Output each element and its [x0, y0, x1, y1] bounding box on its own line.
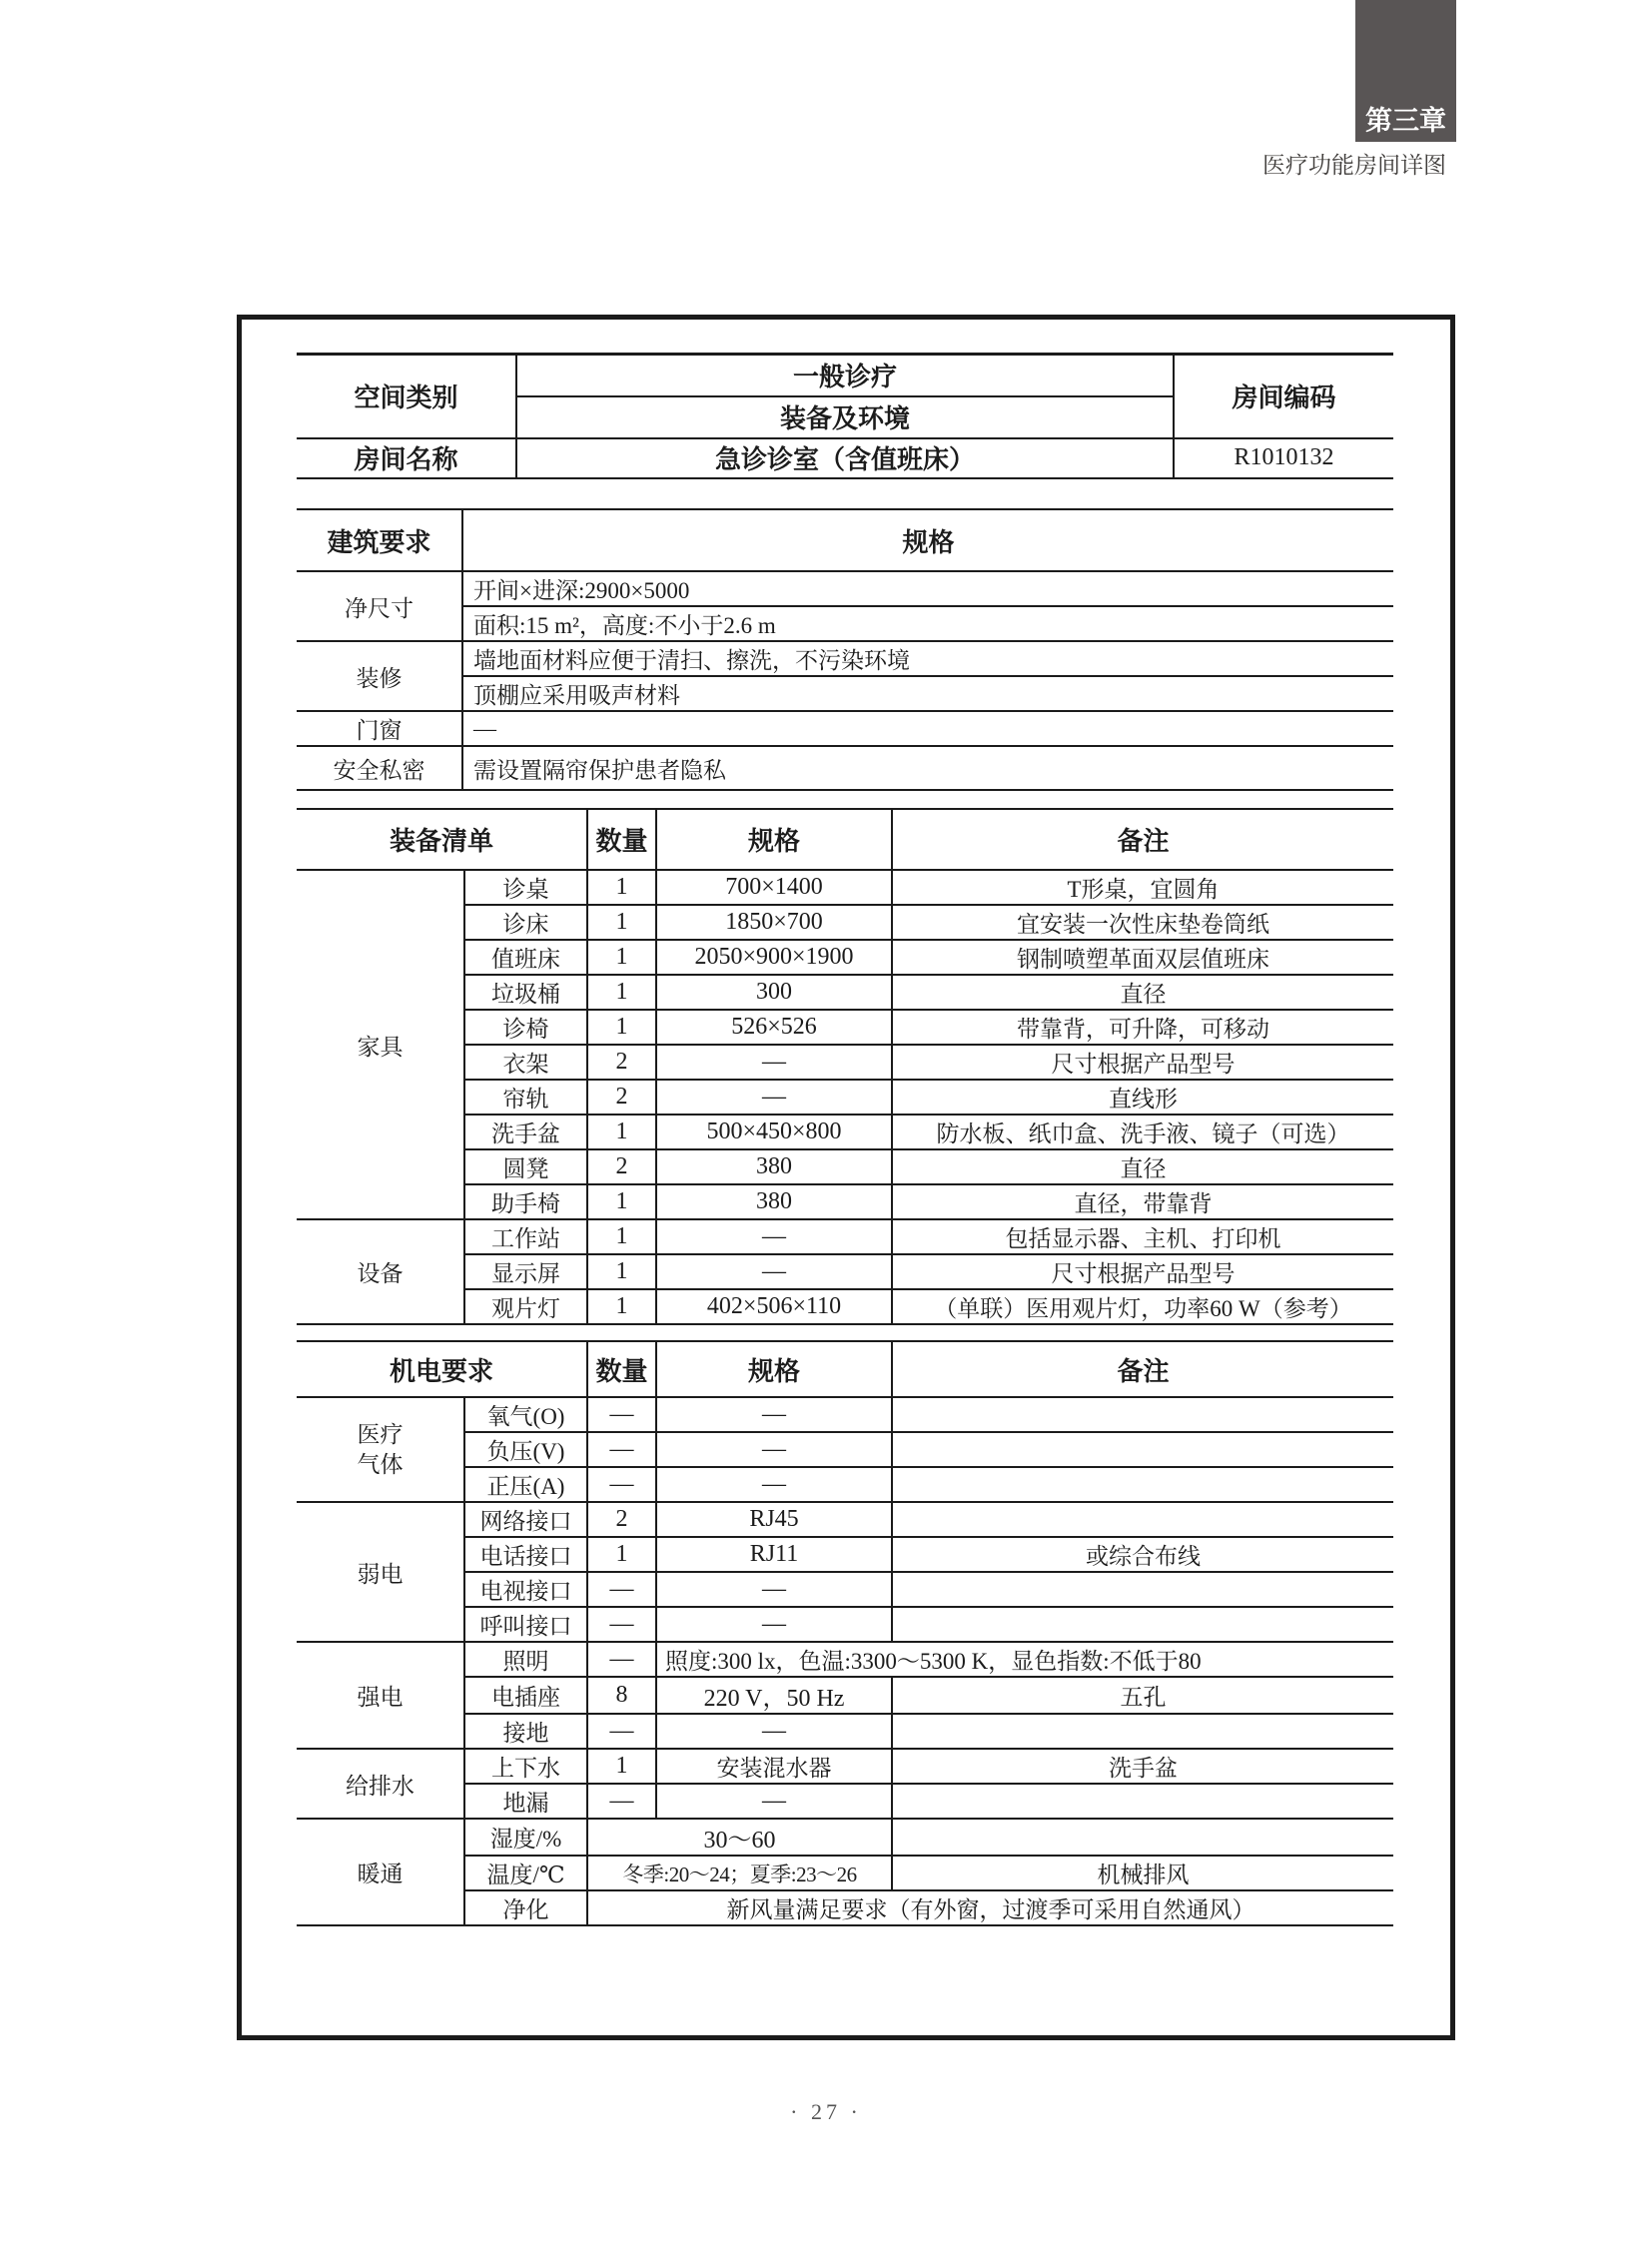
cell-item: 负压(V) [464, 1432, 587, 1467]
cell-qty: 8 [587, 1677, 656, 1714]
cell-spec: — [656, 1714, 892, 1749]
table-row [297, 571, 1393, 606]
cell-qty: — [587, 1784, 656, 1819]
cell-note [892, 1432, 1393, 1467]
cell-note [892, 1819, 1393, 1856]
cell-item: 上下水 [464, 1749, 587, 1784]
category-line1: 一般诊疗 [516, 355, 1174, 396]
qty-header: 数量 [587, 1341, 656, 1397]
room-name-value: 急诊诊室（含值班床） [516, 438, 1174, 478]
cell-note [892, 1572, 1393, 1607]
group-medical-gas [297, 1397, 464, 1502]
qty-header: 数量 [587, 809, 656, 870]
cell-item: 圆凳 [464, 1149, 587, 1184]
cell-item: 正压(A) [464, 1467, 587, 1502]
cell-note: 尺寸根据产品型号 [892, 1254, 1393, 1289]
cell-spec: — [656, 1432, 892, 1467]
group-furniture: 家具 [297, 870, 464, 1219]
cell-spec: 2050×900×1900 [656, 940, 892, 975]
cell-item: 衣架 [464, 1045, 587, 1080]
table-row [297, 641, 1393, 676]
cell-item: 氧气(O) [464, 1397, 587, 1432]
cell-item: 接地 [464, 1714, 587, 1749]
cell-spec: — [656, 1254, 892, 1289]
cell-qty: — [587, 1607, 656, 1642]
cell-qty: — [587, 1467, 656, 1502]
cell-item: 电视接口 [464, 1572, 587, 1607]
cell-item: 净化 [464, 1890, 587, 1925]
cell-qty: 1 [587, 1219, 656, 1254]
cell-spec: 380 [656, 1149, 892, 1184]
cell-qty: 1 [587, 1289, 656, 1324]
note-header: 备注 [892, 809, 1393, 870]
table-row [297, 1219, 1393, 1254]
table-row [297, 809, 1393, 870]
cell-qty: 1 [587, 1537, 656, 1572]
cell-note [892, 1714, 1393, 1749]
cell-note [892, 1467, 1393, 1502]
table-row [297, 1642, 1393, 1677]
cell-qty: — [587, 1397, 656, 1432]
mep-requirements-table [297, 1340, 1393, 1926]
cell-item: 电插座 [464, 1677, 587, 1714]
label-doors-windows: 门窗 [297, 711, 462, 746]
table-row [297, 355, 1393, 396]
room-code-value: R1010132 [1174, 438, 1393, 478]
cell-spec: — [656, 1080, 892, 1115]
cell-qty: 1 [587, 940, 656, 975]
group-medical-gas-label: 医疗气体 [357, 1421, 404, 1477]
group-strong-current: 强电 [297, 1642, 464, 1749]
chapter-subtitle: 医疗功能房间详图 [1262, 152, 1446, 178]
cell-spec: 300 [656, 975, 892, 1010]
cell-note: 直径 [892, 975, 1393, 1010]
label-privacy: 安全私密 [297, 746, 462, 790]
table-row [297, 509, 1393, 571]
cell-item: 助手椅 [464, 1184, 587, 1219]
group-plumbing: 给排水 [297, 1749, 464, 1819]
cell-size-line1: 开间×进深:2900×5000 [462, 571, 1393, 606]
cell-spec-note-merged: 照度:300 lx，色温:3300～5300 K，显色指数:不低于80 [656, 1642, 1393, 1677]
group-device: 设备 [297, 1219, 464, 1324]
cell-item: 湿度/% [464, 1819, 587, 1856]
cell-note: 带靠背，可升降，可移动 [892, 1010, 1393, 1045]
cell-item: 观片灯 [464, 1289, 587, 1324]
table-row [297, 1749, 1393, 1784]
cell-decor-line1: 墙地面材料应便于清扫、擦洗，不污染环境 [462, 641, 1393, 676]
space-category-label: 空间类别 [297, 355, 516, 438]
cell-qty-spec-merged: 30～60 [587, 1819, 892, 1856]
building-spec-header: 规格 [462, 509, 1393, 571]
cell-note: 包括显示器、主机、打印机 [892, 1219, 1393, 1254]
cell-spec: 500×450×800 [656, 1115, 892, 1149]
equipment-list-table [297, 808, 1393, 1325]
cell-qty: 1 [587, 1115, 656, 1149]
cell-item: 诊桌 [464, 870, 587, 905]
chapter-tab-label: 第三章 [1365, 106, 1446, 136]
cell-qty: 1 [587, 975, 656, 1010]
cell-item: 地漏 [464, 1784, 587, 1819]
cell-spec: — [656, 1219, 892, 1254]
cell-spec: RJ11 [656, 1537, 892, 1572]
note-header: 备注 [892, 1341, 1393, 1397]
cell-note [892, 1397, 1393, 1432]
cell-privacy-value: 需设置隔帘保护患者隐私 [462, 746, 1393, 790]
cell-qty: 1 [587, 905, 656, 940]
label-net-size: 净尺寸 [297, 571, 462, 641]
cell-qty: 1 [587, 1749, 656, 1784]
cell-note: T形桌，宜圆角 [892, 870, 1393, 905]
cell-note: （单联）医用观片灯，功率60 W（参考） [892, 1289, 1393, 1324]
spec-header: 规格 [656, 809, 892, 870]
cell-spec: 380 [656, 1184, 892, 1219]
cell-item: 网络接口 [464, 1502, 587, 1537]
chapter-tab [1355, 0, 1456, 142]
table-row [297, 438, 1393, 478]
cell-door-value: — [462, 711, 1393, 746]
cell-note: 直径 [892, 1149, 1393, 1184]
cell-decor-line2: 顶棚应采用吸声材料 [462, 676, 1393, 711]
cell-note [892, 1607, 1393, 1642]
cell-item: 帘轨 [464, 1080, 587, 1115]
cell-item: 电话接口 [464, 1537, 587, 1572]
cell-qty: 1 [587, 1184, 656, 1219]
table-row [297, 1819, 1393, 1856]
cell-spec: 700×1400 [656, 870, 892, 905]
cell-qty: 1 [587, 1010, 656, 1045]
building-requirements-table [297, 508, 1393, 791]
cell-qty: — [587, 1572, 656, 1607]
cell-spec: 220 V，50 Hz [656, 1677, 892, 1714]
cell-qty: 2 [587, 1502, 656, 1537]
spec-header: 规格 [656, 1341, 892, 1397]
cell-spec: 安装混水器 [656, 1749, 892, 1784]
category-line2: 装备及环境 [516, 396, 1174, 438]
cell-note [892, 1502, 1393, 1537]
cell-spec: — [656, 1607, 892, 1642]
cell-full-merged: 新风量满足要求（有外窗，过渡季可采用自然通风） [587, 1890, 1393, 1925]
cell-item: 显示屏 [464, 1254, 587, 1289]
cell-note: 防水板、纸巾盒、洗手液、镜子（可选） [892, 1115, 1393, 1149]
cell-item: 呼叫接口 [464, 1607, 587, 1642]
mep-title: 机电要求 [297, 1341, 587, 1397]
cell-item: 照明 [464, 1642, 587, 1677]
cell-qty: 2 [587, 1045, 656, 1080]
cell-note: 直线形 [892, 1080, 1393, 1115]
table-row [297, 746, 1393, 790]
cell-spec: — [656, 1784, 892, 1819]
table-row [297, 1397, 1393, 1432]
cell-note: 钢制喷塑革面双层值班床 [892, 940, 1393, 975]
cell-qty: 2 [587, 1080, 656, 1115]
cell-spec: — [656, 1572, 892, 1607]
cell-note: 宜安装一次性床垫卷筒纸 [892, 905, 1393, 940]
cell-item: 诊椅 [464, 1010, 587, 1045]
cell-note: 尺寸根据产品型号 [892, 1045, 1393, 1080]
cell-note: 五孔 [892, 1677, 1393, 1714]
cell-qty: — [587, 1432, 656, 1467]
cell-spec: 402×506×110 [656, 1289, 892, 1324]
cell-qty: 1 [587, 870, 656, 905]
room-code-label: 房间编码 [1174, 355, 1393, 438]
cell-qty: 2 [587, 1149, 656, 1184]
cell-item: 工作站 [464, 1219, 587, 1254]
cell-spec: — [656, 1045, 892, 1080]
cell-spec: RJ45 [656, 1502, 892, 1537]
page-number: · 27 · [790, 2099, 862, 2124]
room-name-label: 房间名称 [297, 438, 516, 478]
cell-qty-spec-merged: 冬季:20～24；夏季:23～26 [587, 1856, 892, 1890]
cell-note [892, 1784, 1393, 1819]
room-info-table [297, 353, 1393, 479]
table-row [297, 711, 1393, 746]
cell-note: 洗手盆 [892, 1749, 1393, 1784]
group-weak-current: 弱电 [297, 1502, 464, 1642]
group-hvac: 暖通 [297, 1819, 464, 1925]
building-title: 建筑要求 [297, 509, 462, 571]
table-row [297, 870, 1393, 905]
cell-qty: — [587, 1642, 656, 1677]
cell-size-line2: 面积:15 m²，高度:不小于2.6 m [462, 606, 1393, 641]
cell-qty: 1 [587, 1254, 656, 1289]
cell-note: 直径，带靠背 [892, 1184, 1393, 1219]
cell-item: 诊床 [464, 905, 587, 940]
cell-note: 机械排风 [892, 1856, 1393, 1890]
table-row [297, 1341, 1393, 1397]
cell-spec: 1850×700 [656, 905, 892, 940]
cell-note: 或综合布线 [892, 1537, 1393, 1572]
cell-qty: — [587, 1714, 656, 1749]
cell-spec: — [656, 1467, 892, 1502]
equipment-title: 装备清单 [297, 809, 587, 870]
cell-item: 温度/℃ [464, 1856, 587, 1890]
cell-spec: — [656, 1397, 892, 1432]
cell-spec: 526×526 [656, 1010, 892, 1045]
cell-item: 垃圾桶 [464, 975, 587, 1010]
cell-item: 洗手盆 [464, 1115, 587, 1149]
table-row [297, 1502, 1393, 1537]
label-decoration: 装修 [297, 641, 462, 711]
cell-item: 值班床 [464, 940, 587, 975]
